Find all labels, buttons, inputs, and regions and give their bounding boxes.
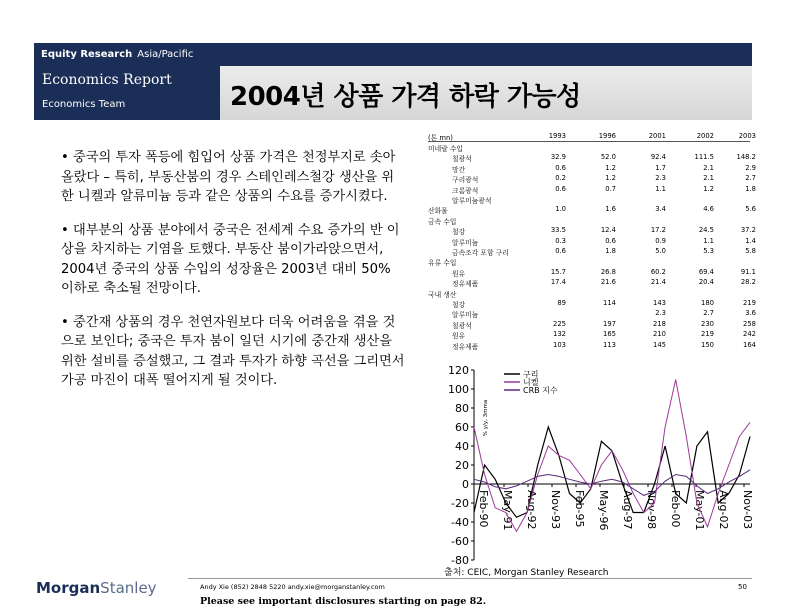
table-cell: 113 xyxy=(603,340,616,349)
page-title: 2004년 상품 가격 하락 가능성 xyxy=(230,82,581,112)
table-cell: 111.5 xyxy=(694,153,714,162)
table-row xyxy=(428,330,756,341)
table-year: 2003 xyxy=(738,132,756,140)
page-number: 50 xyxy=(738,583,747,591)
table-cell: 89 xyxy=(557,299,566,307)
x-tick-label: May-91 xyxy=(501,490,514,531)
table-row-label: 산화물 xyxy=(428,207,448,216)
y-tick-label: 80 xyxy=(455,402,469,415)
table-cell: 1.7 xyxy=(655,163,666,172)
table-cell: 2.9 xyxy=(745,163,756,172)
x-tick-label: Aug-92 xyxy=(525,490,538,530)
y-tick-label: -20 xyxy=(451,497,469,510)
table-cell: 3.4 xyxy=(655,205,666,214)
table-cell: 15.7 xyxy=(550,267,566,276)
logo-sub: Stanley xyxy=(100,579,157,597)
table-cell: 242 xyxy=(743,330,756,339)
morgan-stanley-logo xyxy=(36,579,157,597)
y-tick-label: -40 xyxy=(451,516,469,529)
x-tick-label: May-01 xyxy=(693,490,706,531)
table-cell: 1.1 xyxy=(655,184,666,193)
table-row xyxy=(428,289,748,298)
logo-main: Morgan xyxy=(36,579,101,597)
table-cell: 210 xyxy=(653,330,666,339)
table-cell: 0.7 xyxy=(605,184,616,193)
table-cell: 1.2 xyxy=(605,163,616,172)
x-tick-label: Feb-00 xyxy=(669,490,682,528)
table-row-label: 구리광석 xyxy=(452,176,479,185)
table-cell: 1.2 xyxy=(703,184,714,193)
table-year: 1996 xyxy=(598,132,616,140)
table-cell: 145 xyxy=(653,340,666,349)
chart-source: 출처: CEIC, Morgan Stanley Research xyxy=(444,568,609,578)
bullet-item: • 대부분의 상품 분야에서 중국은 전세계 수요 증가의 반 이상을 차지하는 기염을 토했다. 부동산 붐이가라앉으면서, 2004년 중국의 상품 수입의 성장율은 2003년 대비 50% 이하로 축소될 전망이다. xyxy=(61,222,400,296)
table-row-label: 원유 xyxy=(452,332,466,341)
footer-rule xyxy=(188,578,752,579)
y-tick-label: 120 xyxy=(448,364,469,377)
y-tick-label: 40 xyxy=(455,440,469,453)
table-cell: 21.6 xyxy=(600,278,616,287)
table-cell: 114 xyxy=(603,299,616,307)
table-cell: 12.4 xyxy=(600,226,616,235)
table-cell: 91.1 xyxy=(740,267,756,276)
y-tick-label: -60 xyxy=(451,535,469,548)
series-line xyxy=(474,470,750,496)
y-tick-label: 20 xyxy=(455,459,469,472)
y-axis-label: % y/y, 3mma xyxy=(483,399,489,437)
table-row-label: 금속 수입 xyxy=(428,217,457,226)
table-row xyxy=(428,319,756,330)
y-tick-label: 100 xyxy=(448,383,469,396)
table-cell: 5.3 xyxy=(703,247,714,255)
table-cell: 0.2 xyxy=(555,174,566,183)
table-cell: 3.6 xyxy=(745,309,756,318)
table-cell: 32.9 xyxy=(550,153,566,162)
table-cell: 0.6 xyxy=(555,163,566,172)
table-cell: 60.2 xyxy=(650,267,666,276)
legend-label: CRB 지수 xyxy=(523,386,558,395)
table-cell: 4.6 xyxy=(703,205,714,214)
x-tick-label: Nov-03 xyxy=(741,490,754,530)
research-banner xyxy=(34,43,752,66)
table-cell: 0.6 xyxy=(605,236,616,245)
table-cell: 103 xyxy=(553,340,566,349)
table-row xyxy=(428,340,756,351)
table-row xyxy=(428,153,756,164)
table-cell: 1.4 xyxy=(745,236,756,245)
table-cell: 0.6 xyxy=(555,247,566,255)
table-row-label: 알루미늄 xyxy=(452,311,479,320)
table-row xyxy=(428,299,756,309)
y-tick-label: -80 xyxy=(451,554,469,567)
x-tick-label: Nov-98 xyxy=(645,490,658,530)
table-row xyxy=(428,309,756,320)
table-cell: 180 xyxy=(701,299,714,307)
table-header-rule xyxy=(428,141,750,142)
table-cell: 52.0 xyxy=(600,153,616,162)
table-cell: 17.4 xyxy=(550,278,566,287)
table-cell: 132 xyxy=(553,330,566,339)
table-year: 2001 xyxy=(648,132,666,140)
table-cell: 1.1 xyxy=(703,236,714,245)
table-cell: 92.4 xyxy=(650,153,666,162)
table-cell: 1.2 xyxy=(605,174,616,183)
table-row-label: 정유제품 xyxy=(452,342,479,351)
table-cell: 1.8 xyxy=(605,247,616,255)
table-cell: 1.0 xyxy=(555,205,566,214)
bullet-list xyxy=(61,148,406,405)
table-cell: 150 xyxy=(701,340,714,349)
table-year: 1993 xyxy=(548,132,566,140)
table-cell: 37.2 xyxy=(740,226,756,235)
banner-brand: Equity Research xyxy=(41,49,133,60)
table-row xyxy=(428,278,756,289)
table-cell: 230 xyxy=(701,319,714,328)
table-cell: 2.7 xyxy=(745,174,756,183)
table-cell: 2.1 xyxy=(703,174,714,183)
table-cell: 1.8 xyxy=(745,184,756,193)
table-row-label: 정유제품 xyxy=(452,280,479,289)
table-cell: 5.8 xyxy=(745,247,756,255)
series-line xyxy=(474,380,750,532)
table-cell: 28.2 xyxy=(740,278,756,287)
bullet-text: 중국의 투자 폭등에 힘입어 상품 가격은 천정부지로 솟아올랐다 – 특히, 부동산붐의 경우 스테인레스철강 생산을 위한 니켈과 알류미늄 등과 같은 상품의 수요를 증가시켰다. xyxy=(61,150,396,204)
table-cell: 165 xyxy=(603,330,616,339)
table-row-label: 유류 수입 xyxy=(428,259,457,268)
table-cell: 1.6 xyxy=(605,205,616,214)
table-row xyxy=(428,163,756,174)
table-cell: 17.2 xyxy=(650,226,666,235)
bullet-item: • 중국의 투자 폭등에 힘입어 상품 가격은 천정부지로 솟아올랐다 – 특히, 부동산붐의 경우 스테인레스철강 생산을 위한 니켈과 알류미늄 등과 같은 상품의 수요를 증가시켰다. xyxy=(61,150,396,204)
table-cell: 21.4 xyxy=(650,278,666,287)
x-tick-label: Aug-97 xyxy=(621,490,634,530)
table-cell: 0.3 xyxy=(555,236,566,245)
table-row xyxy=(428,236,756,247)
table-row xyxy=(428,195,748,204)
table-year: 2002 xyxy=(696,132,714,140)
table-cell: 218 xyxy=(653,319,666,328)
table-cell: 5.6 xyxy=(745,205,756,214)
commodity-chart xyxy=(438,358,756,573)
table-row xyxy=(428,257,748,266)
table-unit: (톤 mn) xyxy=(428,134,453,142)
table-row-label: 크롬광석 xyxy=(452,186,479,195)
bullet-text: 대부분의 상품 분야에서 중국은 전세계 수요 증가의 반 이상을 차지하는 기염을 토했다. 부동산 붐이가라앉으면서, 2004년 중국의 상품 수입의 성장율은 2003년 대비 50% 이하로 축소될 전망이다. xyxy=(61,222,400,296)
table-row-label: 국내 생산 xyxy=(428,290,457,299)
x-tick-label: Nov-93 xyxy=(549,490,562,530)
table-cell: 219 xyxy=(743,299,756,307)
table-row xyxy=(428,184,756,195)
table-cell: 143 xyxy=(653,299,666,307)
table-row xyxy=(428,174,756,185)
y-tick-label: 0 xyxy=(462,478,469,491)
table-cell: 225 xyxy=(553,319,566,328)
legend-label: 니켈 xyxy=(523,378,539,387)
table-row-label: 철광석 xyxy=(452,321,472,330)
table-cell: 219 xyxy=(701,330,714,339)
bullet-text: 중간재 상품의 경우 천연자원보다 더욱 어려움을 겪을 것으로 보인다; 중국은 투자 붐이 일던 시기에 중간재 생산을 위한 설비를 증설했고, 그 결과 투자가 하향 곡선을 그리면서 가공 마진이 대폭 떨어지게 될 것이다. xyxy=(61,314,405,388)
table-row-label: 알루미늄 xyxy=(452,238,479,247)
series-line xyxy=(474,427,750,517)
table-row-label: 철강 xyxy=(452,301,466,309)
table-cell: 24.5 xyxy=(698,226,714,235)
table-cell: 26.8 xyxy=(600,267,616,276)
table-cell: 33.5 xyxy=(550,226,566,235)
table-cell: 197 xyxy=(603,319,616,328)
x-tick-label: Feb-95 xyxy=(573,490,586,528)
team-name: Economics Team xyxy=(42,99,126,110)
table-row xyxy=(428,143,748,152)
table-row xyxy=(428,247,756,257)
table-cell: 20.4 xyxy=(698,278,714,287)
table-row xyxy=(428,267,756,278)
table-cell: 148.2 xyxy=(736,153,756,162)
disclosure-link[interactable]: Please see important disclosures starting on page 82. xyxy=(200,596,487,607)
banner-label xyxy=(41,49,193,60)
table-row xyxy=(428,226,756,237)
report-type: Economics Report xyxy=(42,72,172,88)
table-cell: 69.4 xyxy=(698,267,714,276)
x-tick-label: May-96 xyxy=(597,490,610,531)
table-cell: 2.3 xyxy=(655,309,666,318)
table-cell: 164 xyxy=(743,340,756,349)
table-cell: 2.3 xyxy=(655,174,666,183)
table-row-label: 알루미늄광석 xyxy=(452,197,492,205)
x-tick-label: Aug-02 xyxy=(717,490,730,530)
banner-region: Asia/Pacific xyxy=(137,49,194,60)
table-row xyxy=(428,205,756,216)
y-tick-label: 60 xyxy=(455,421,469,434)
bullet-item: • 중간재 상품의 경우 천연자원보다 더욱 어려움을 겪을 것으로 보인다; 중국은 투자 붐이 일던 시기에 중간재 생산을 위한 설비를 증설했고, 그 결과 투자가 하향 곡선을 그리면서 가공 마진이 대폭 떨어지게 될 것이다. xyxy=(61,314,405,388)
table-row-label: 금속조각 포함 구리 xyxy=(452,249,509,257)
x-tick-label: Feb-90 xyxy=(477,490,490,528)
table-cell: 2.1 xyxy=(703,163,714,172)
table-row-label: 미네랄 수입 xyxy=(428,145,463,153)
table-row-label: 망간 xyxy=(452,165,466,174)
table-row-label: 철광석 xyxy=(452,155,472,164)
author-contact: Andy Xie (852) 2848 5220 andy.xie@morganstanley.com xyxy=(200,583,385,591)
table-cell: 258 xyxy=(743,319,756,328)
table-row-label: 원유 xyxy=(452,269,466,278)
table-cell: 5.0 xyxy=(655,247,666,255)
table-header-row xyxy=(428,132,756,142)
table-row xyxy=(428,216,748,225)
table-cell: 0.6 xyxy=(555,184,566,193)
legend-label: 구리 xyxy=(523,370,539,379)
table-cell: 0.9 xyxy=(655,236,666,245)
table-row-label: 철강 xyxy=(452,228,466,237)
table-cell: 2.7 xyxy=(703,309,714,318)
